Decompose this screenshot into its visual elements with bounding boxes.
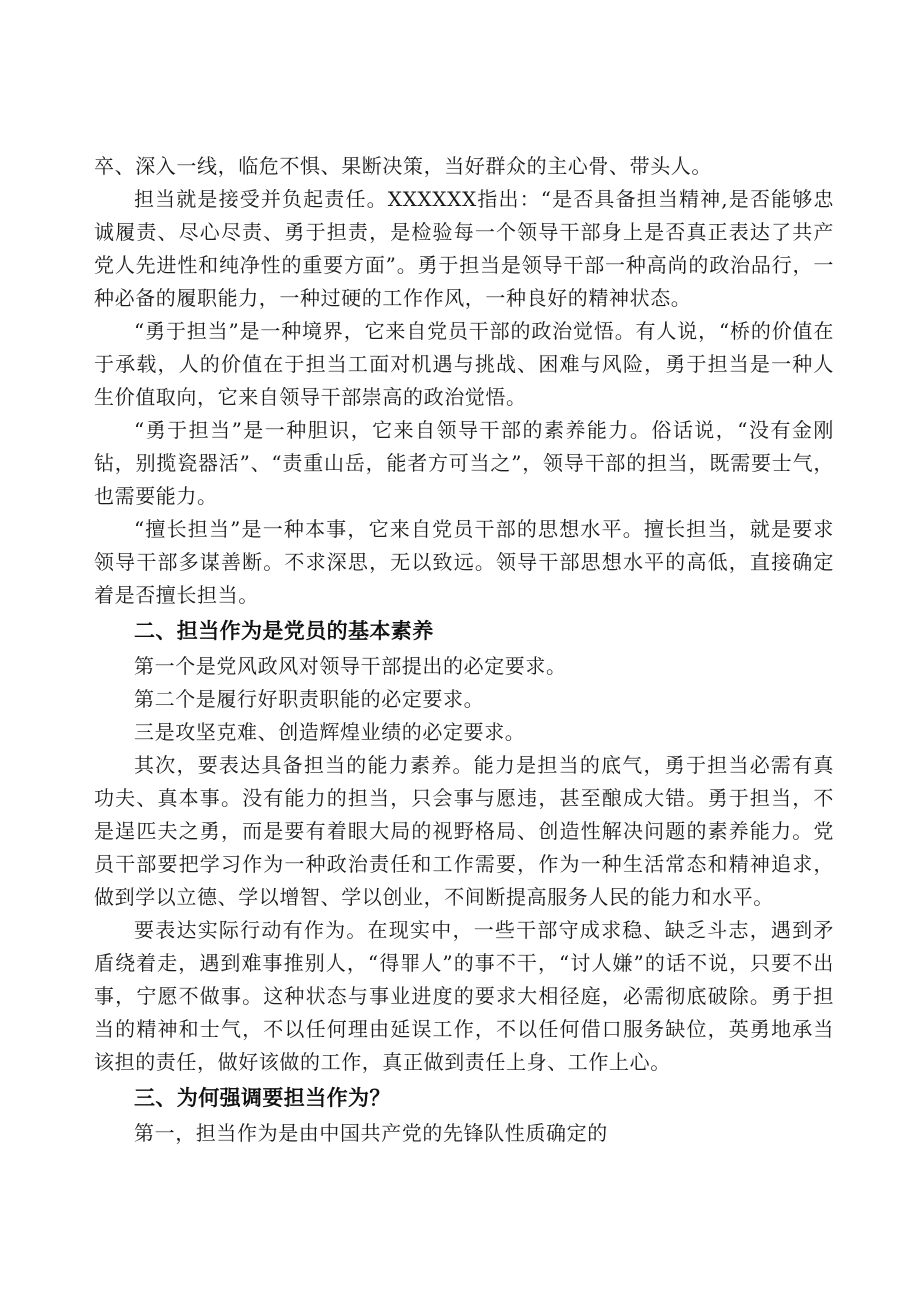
list-item-third: 三是攻坚克难、创造辉煌业绩的必定要求。 bbox=[134, 720, 526, 744]
section-heading-2: 二、担当作为是党员的基本素养 bbox=[134, 619, 434, 643]
list-item-second: 第二个是履行好职责职能的必定要求。 bbox=[134, 687, 485, 711]
paragraph-realm: “勇于担当”是一种境界，它来自党员干部的政治觉悟。有人说，“桥的价值在于承载，人的价值在于担当工面对机遇与挑战、困难与风险，勇于担当是一种人生价值取向，它来自领导干部崇高的政治觉悟。 bbox=[94, 319, 834, 409]
paragraph-action: 要表达实际行动有作为。在现实中，一些干部守成求稳、缺乏斗志，遇到矛盾绕着走，遇到难事推别人，“得罪人”的事不干，“讨人嫌”的话不说，只要不出事，宁愿不做事。这种状态与事业进度的要求大相径庭，必需彻底破除。勇于担当的精神和士气，不以任何理由延误工作，不以任何借口服务缺位，英勇地承当该担的责任，做好该做的工作，真正做到责任上身、工作上心。 bbox=[94, 918, 834, 1074]
paragraph-continuation: 卒、深入一线，临危不惧、果断决策，当好群众的主心骨、带头人。 bbox=[94, 154, 712, 178]
paragraph-courage: “勇于担当”是一种胆识，它来自领导干部的素养能力。俗话说，“没有金刚钻，别揽瓷器活”、“责重山岳，能者方可当之”，领导干部的担当，既需要士气，也需要能力。 bbox=[94, 418, 834, 508]
paragraph-skill: “擅长担当”是一种本事，它来自党员干部的思想水平。擅长担当，就是要求领导干部多谋善断。不求深思，无以致远。领导干部思想水平的高低，直接确定着是否擅长担当。 bbox=[94, 517, 834, 607]
paragraph-responsibility: 担当就是接受并负起责任。XXXXXX指出：“是否具备担当精神,是否能够忠诚履责、尽心尽责、勇于担责，是检验每一个领导干部身上是否真正表达了共产党人先进性和纯净性的重要方面”。勇于担当是领导干部一种高尚的政治品行，一种必备的履职能力，一种过硬的工作作风，一种良好的精神状态。 bbox=[94, 187, 834, 310]
section-heading-3: 三、为何强调要担当作为？ bbox=[134, 1086, 391, 1110]
paragraph-vanguard: 第一，担当作为是由中国共产党的先锋队性质确定的 bbox=[134, 1121, 608, 1145]
list-item-first: 第一个是党风政风对领导干部提出的必定要求。 bbox=[134, 654, 567, 678]
paragraph-ability: 其次，要表达具备担当的能力素养。能力是担当的底气，勇于担当必需有真功夫、真本事。没有能力的担当，只会事与愿违，甚至酿成大错。勇于担当，不是逞匹夫之勇，而是要有着眼大局的视野格局、创造性解决问题的素养能力。党员干部要把学习作为一种政治责任和工作需要，作为一种生活常态和精神追求，做到学以立德、学以增智、学以创业，不间断提高服务人民的能力和水平。 bbox=[94, 753, 834, 909]
document-body bbox=[94, 150, 834, 1150]
